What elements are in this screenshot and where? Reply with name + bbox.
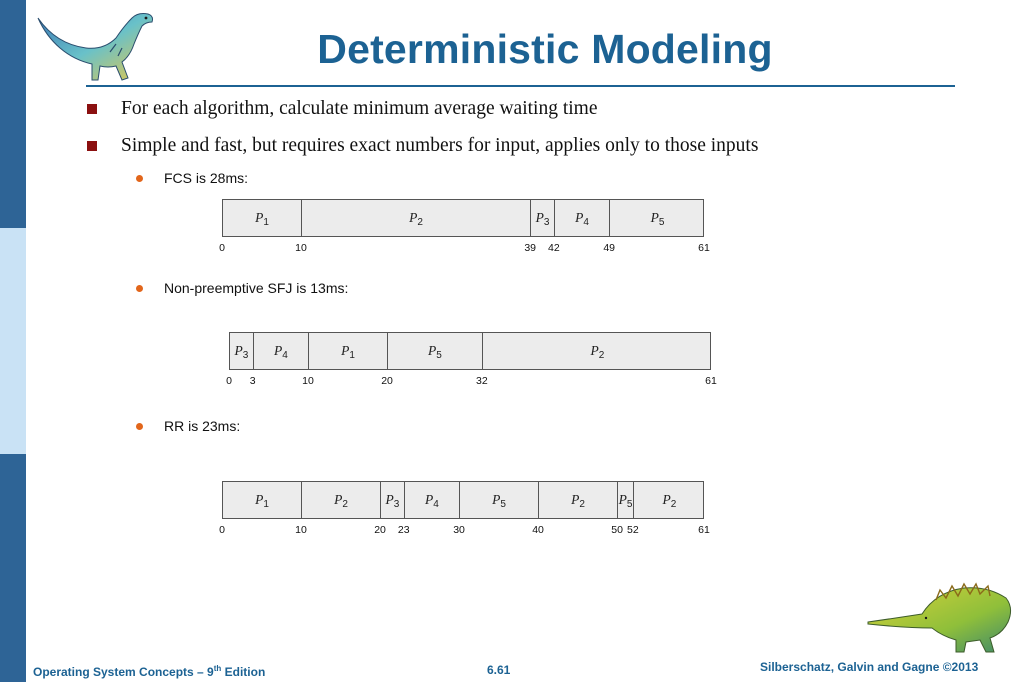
gantt-segment bbox=[483, 333, 712, 369]
time-tick-label: 10 bbox=[295, 242, 307, 254]
gantt-segment bbox=[618, 482, 634, 518]
time-tick-label: 39 bbox=[524, 242, 536, 254]
time-tick-label: 61 bbox=[698, 524, 710, 536]
bullet-dot-icon bbox=[136, 175, 143, 182]
process-label: $P_3$ bbox=[234, 343, 249, 361]
gantt-segment bbox=[634, 482, 705, 518]
time-tick-label: 50 bbox=[611, 524, 623, 536]
gantt-segment bbox=[539, 482, 618, 518]
gantt-segment bbox=[460, 482, 539, 518]
process-label: $P_4$ bbox=[575, 210, 589, 228]
process-label: $P_4$ bbox=[273, 343, 288, 361]
gantt-chart-sjf bbox=[226, 332, 717, 388]
gantt-bar bbox=[222, 481, 704, 519]
time-tick-label: 52 bbox=[627, 524, 639, 536]
gantt-segment bbox=[302, 482, 381, 518]
time-tick-label: 10 bbox=[295, 524, 307, 536]
gantt-segment bbox=[555, 200, 610, 236]
slide-title: Deterministic Modeling bbox=[317, 26, 773, 72]
process-label: $P_5$ bbox=[492, 492, 506, 510]
process-label: $P_5$ bbox=[428, 343, 442, 361]
gantt-segment bbox=[230, 333, 254, 369]
process-label: $P_5$ bbox=[650, 210, 665, 228]
bullet-text-2: Simple and fast, but requires exact numbers for input, applies only to those inputs bbox=[121, 135, 759, 156]
gantt-segment bbox=[405, 482, 460, 518]
bullet-dot-icon bbox=[136, 285, 143, 292]
time-tick-label: 32 bbox=[476, 375, 488, 387]
time-tick-label: 10 bbox=[302, 375, 314, 387]
time-tick-label: 42 bbox=[548, 242, 560, 254]
bullet-square-icon bbox=[87, 104, 97, 114]
gantt-segment bbox=[381, 482, 405, 518]
title-divider bbox=[86, 85, 955, 87]
gantt-segment bbox=[254, 333, 309, 369]
time-tick-label: 49 bbox=[603, 242, 616, 254]
process-label: $P_2$ bbox=[409, 210, 423, 228]
bullet-dot-icon bbox=[136, 423, 143, 430]
gantt-bar bbox=[222, 199, 704, 237]
gantt-chart-rr bbox=[219, 481, 710, 537]
gantt-segment bbox=[610, 200, 705, 236]
process-label: $P_1$ bbox=[341, 343, 355, 361]
left-band-middle bbox=[0, 228, 26, 454]
bullet-square-icon bbox=[87, 141, 97, 151]
left-band-bottom bbox=[0, 454, 26, 682]
time-tick-label: 61 bbox=[698, 242, 710, 254]
gantt-segment bbox=[223, 200, 302, 236]
process-label: $P_1$ bbox=[255, 492, 269, 510]
footer-book-title: Operating System Concepts – 9th Edition bbox=[33, 664, 266, 679]
time-tick-label: 0 bbox=[226, 375, 232, 387]
process-label: $P_2$ bbox=[334, 492, 348, 510]
sub-bullet-rr: RR is 23ms: bbox=[164, 418, 241, 434]
sub-bullet-sjf: Non-preemptive SFJ is 13ms: bbox=[164, 280, 349, 296]
process-label: $P_2$ bbox=[662, 492, 677, 510]
process-label: $P_5$ bbox=[618, 492, 633, 510]
gantt-segment bbox=[309, 333, 388, 369]
time-tick-label: 0 bbox=[219, 242, 225, 254]
process-label: $P_3$ bbox=[535, 210, 550, 228]
footer-page-number: 6.61 bbox=[487, 663, 511, 677]
gantt-segment bbox=[223, 482, 302, 518]
time-tick-label: 20 bbox=[381, 375, 393, 387]
time-tick-label: 0 bbox=[219, 524, 225, 536]
gantt-bar bbox=[229, 332, 711, 370]
process-label: $P_4$ bbox=[424, 492, 439, 510]
process-label: $P_3$ bbox=[385, 492, 400, 510]
footer-copyright: Silberschatz, Galvin and Gagne ©2013 bbox=[760, 660, 979, 674]
time-tick-label: 40 bbox=[532, 524, 544, 536]
time-tick-label: 23 bbox=[397, 524, 410, 536]
process-label: $P_2$ bbox=[590, 343, 605, 361]
dinosaur-illustration-icon bbox=[866, 578, 1016, 656]
sub-bullet-fcs: FCS is 28ms: bbox=[164, 170, 249, 186]
time-tick-label: 3 bbox=[249, 375, 256, 387]
gantt-chart-fcs bbox=[219, 199, 710, 255]
process-label: $P_1$ bbox=[255, 210, 269, 228]
gantt-segment bbox=[531, 200, 555, 236]
time-tick-label: 20 bbox=[374, 524, 386, 536]
bullet-text-1: For each algorithm, calculate minimum average waiting time bbox=[121, 98, 598, 119]
process-label: $P_2$ bbox=[571, 492, 585, 510]
time-tick-label: 61 bbox=[705, 375, 717, 387]
gantt-segment bbox=[388, 333, 483, 369]
gantt-segment bbox=[302, 200, 531, 236]
time-tick-label: 30 bbox=[453, 524, 465, 536]
